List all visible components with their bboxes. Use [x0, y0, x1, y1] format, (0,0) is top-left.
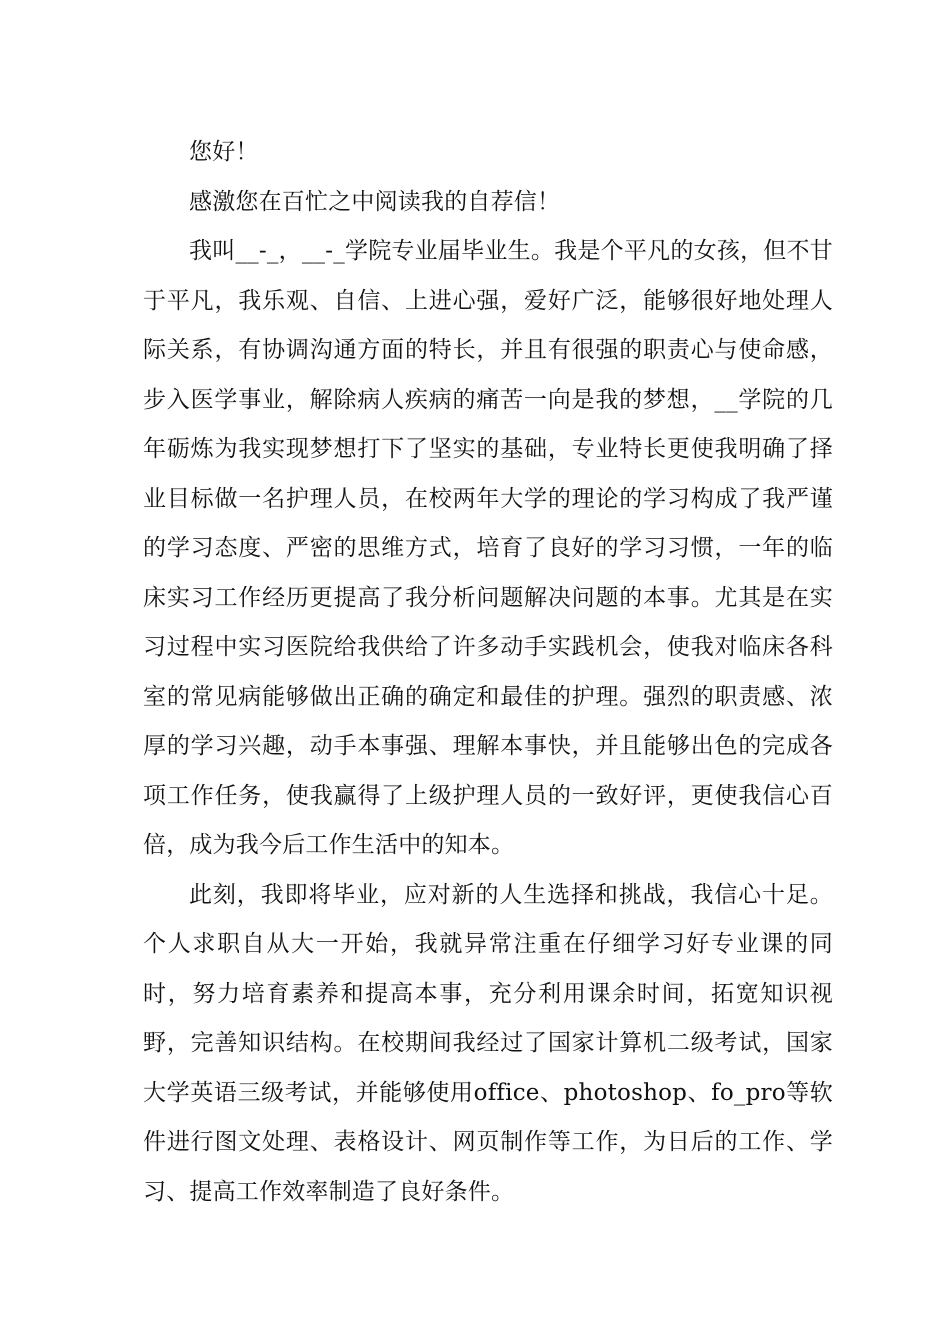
thanks-paragraph: 感激您在百忙之中阅读我的自荐信！ [189, 188, 561, 215]
letter-body [143, 128, 833, 1217]
introduction-paragraph: 我叫__-_，__-_学院专业届毕业生。我是个平凡的女孩，但不甘于平凡，我乐观、自信、上进心强，爱好广泛，能够很好地处理人际关系，有协调沟通方面的特长，并且有很强的职责心与使命感，步入医学事业，解除病人疾病的痛苦一向是我的梦想，__学院的几年砺炼为我实现梦想打下了坚实的基础，专业特长更使我明确了择业目标做一名护理人员，在校两年大学的理论的学习构成了我严谨的学习态度、严密的思维方式，培育了良好的学习习惯，一年的临床实习工作经历更提高了我分析问题解决问题的本事。尤其是在实习过程中实习医院给我供给了许多动手实践机会，使我对临床各科室的常见病能够做出正确的确定和最佳的护理。强烈的职责感、浓厚的学习兴趣，动手本事强、理解本事快，并且能够出色的完成各项工作任务，使我赢得了上级护理人员的一致好评，更使我信心百倍，成为我今后工作生活中的知本。 [143, 238, 833, 858]
skills-paragraph: 此刻，我即将毕业，应对新的人生选择和挑战，我信心十足。个人求职自从大一开始，我就异常注重在仔细学习好专业课的同时，努力培育素养和提高本事，充分利用课余时间，拓宽知识视野，完善知识结构。在校期间我经过了国家计算机二级考试，国家大学英语三级考试，并能够使用office、photoshop、fo_pro等软件进行图文处理、表格设计、网页制作等工作，为日后的工作、学习、提高工作效率制造了良好条件。 [143, 881, 833, 1205]
greeting-paragraph: 您好！ [189, 139, 259, 165]
